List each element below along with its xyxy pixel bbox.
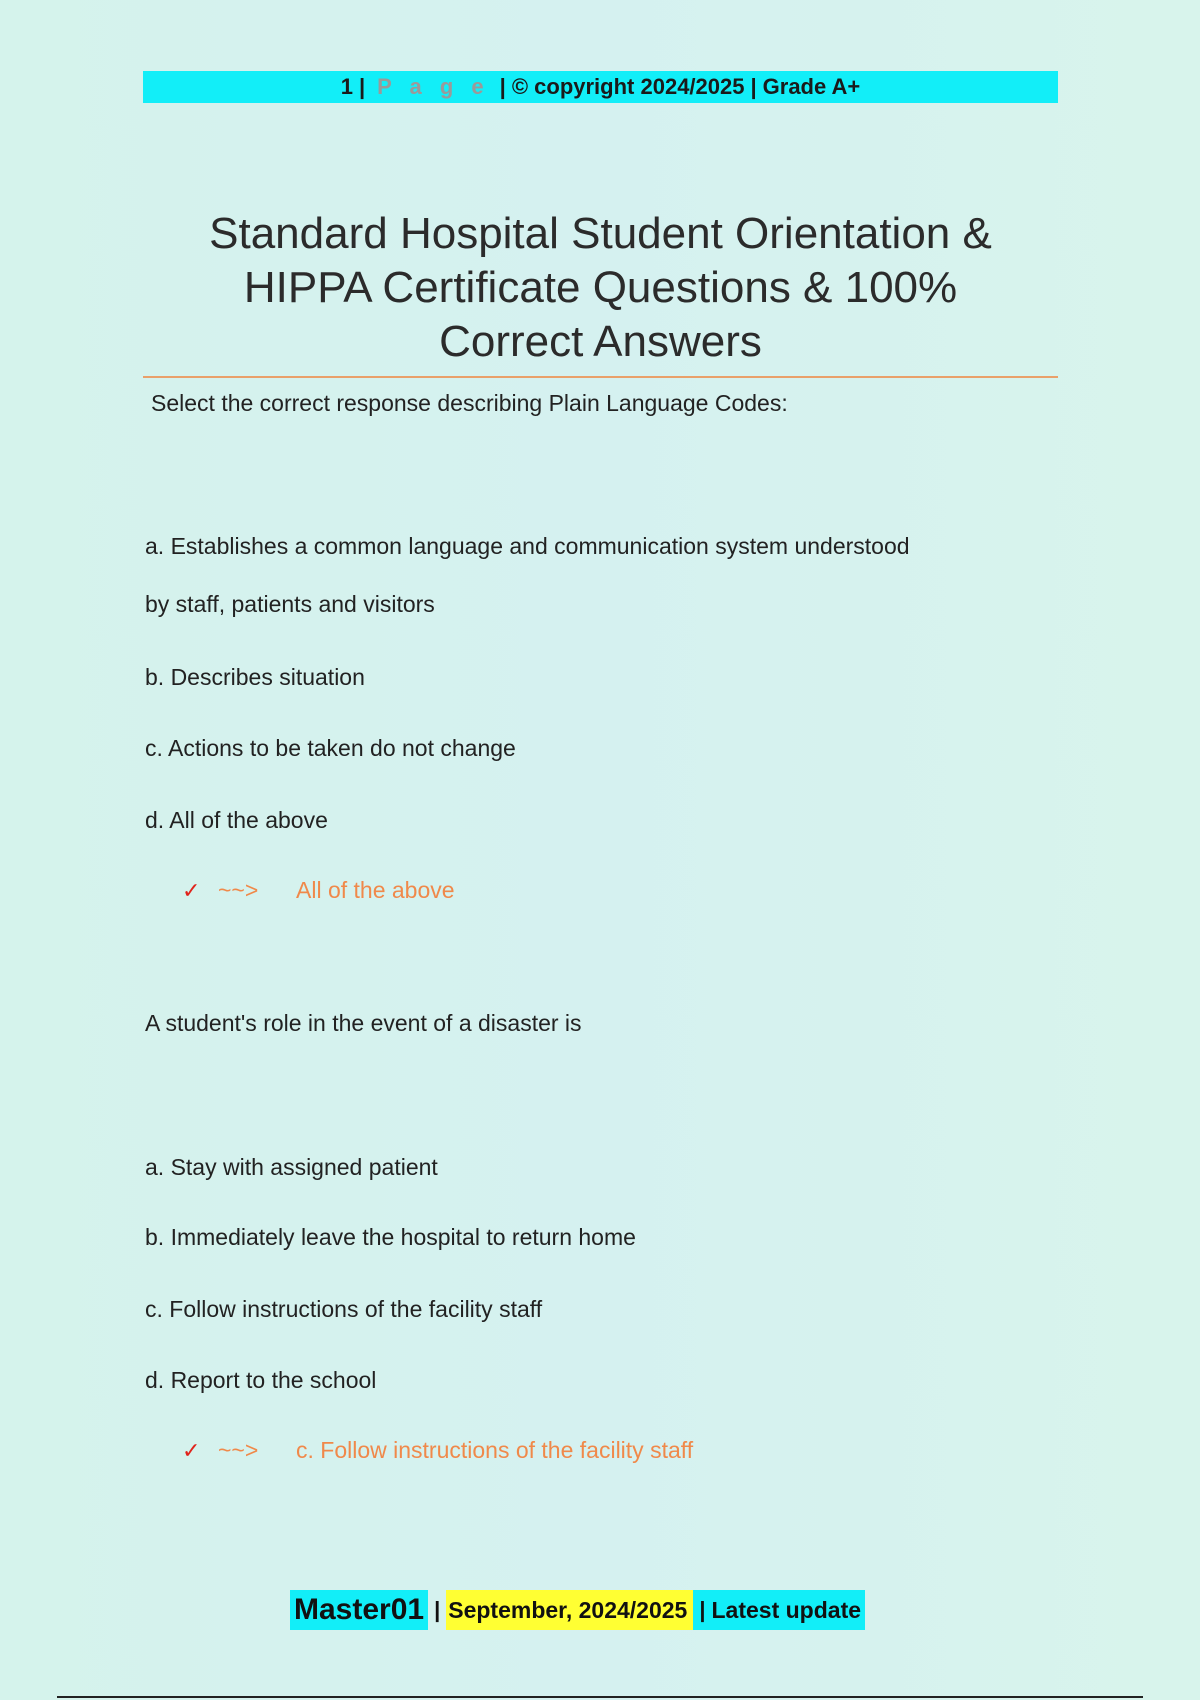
header-separator: | <box>499 74 506 99</box>
arrow-marker: ~~> <box>218 1437 259 1463</box>
grade-text: Grade A+ <box>762 74 861 99</box>
arrow-marker: ~~> <box>218 877 259 903</box>
copyright-text: © copyright 2024/2025 <box>511 74 745 99</box>
document-title <box>143 207 1058 369</box>
question-2-option-d: d. Report to the school <box>145 1367 377 1393</box>
title-line-1: Standard Hospital Student Orientation & <box>209 209 992 258</box>
bottom-divider <box>57 1696 1143 1698</box>
question-1-option-d: d. All of the above <box>145 807 328 833</box>
footer-date: September, 2024/2025 <box>446 1590 693 1630</box>
header-separator: | <box>750 74 757 99</box>
question-1-option-a: a. Establishes a common language and communication system understood <box>145 533 910 559</box>
question-2-option-a: a. Stay with assigned patient <box>145 1154 438 1180</box>
footer-brand: Master01 <box>290 1590 428 1630</box>
question-1-option-a-cont: by staff, patients and visitors <box>145 591 435 617</box>
check-icon: ✓ <box>182 1437 201 1463</box>
check-icon: ✓ <box>182 877 201 903</box>
question-1-prompt: Select the correct response describing Plain Language Codes: <box>151 390 788 416</box>
title-line-2: HIPPA Certificate Questions & 100% <box>243 263 958 312</box>
question-2-prompt: A student's role in the event of a disaster is <box>145 1010 582 1036</box>
question-1-answer <box>182 877 455 904</box>
question-1-option-b: b. Describes situation <box>145 664 365 690</box>
page-footer <box>290 1590 865 1630</box>
answer-text: c. Follow instructions of the facility staff <box>296 1437 694 1463</box>
question-2-option-c: c. Follow instructions of the facility staff <box>145 1296 543 1322</box>
footer-update: Latest update <box>712 1590 866 1630</box>
question-2-option-b: b. Immediately leave the hospital to return home <box>145 1224 636 1250</box>
footer-separator: | <box>434 1597 441 1622</box>
page-number: 1 <box>340 74 353 99</box>
header-separator: | <box>358 74 366 99</box>
title-divider <box>143 376 1058 378</box>
footer-separator: | <box>693 1590 711 1630</box>
page-header-band <box>143 71 1058 103</box>
question-1-option-c: c. Actions to be taken do not change <box>145 735 516 761</box>
question-2-answer <box>182 1437 693 1464</box>
page-word: P a g e <box>377 74 490 99</box>
title-line-3: Correct Answers <box>439 317 762 366</box>
answer-text: All of the above <box>296 877 455 903</box>
